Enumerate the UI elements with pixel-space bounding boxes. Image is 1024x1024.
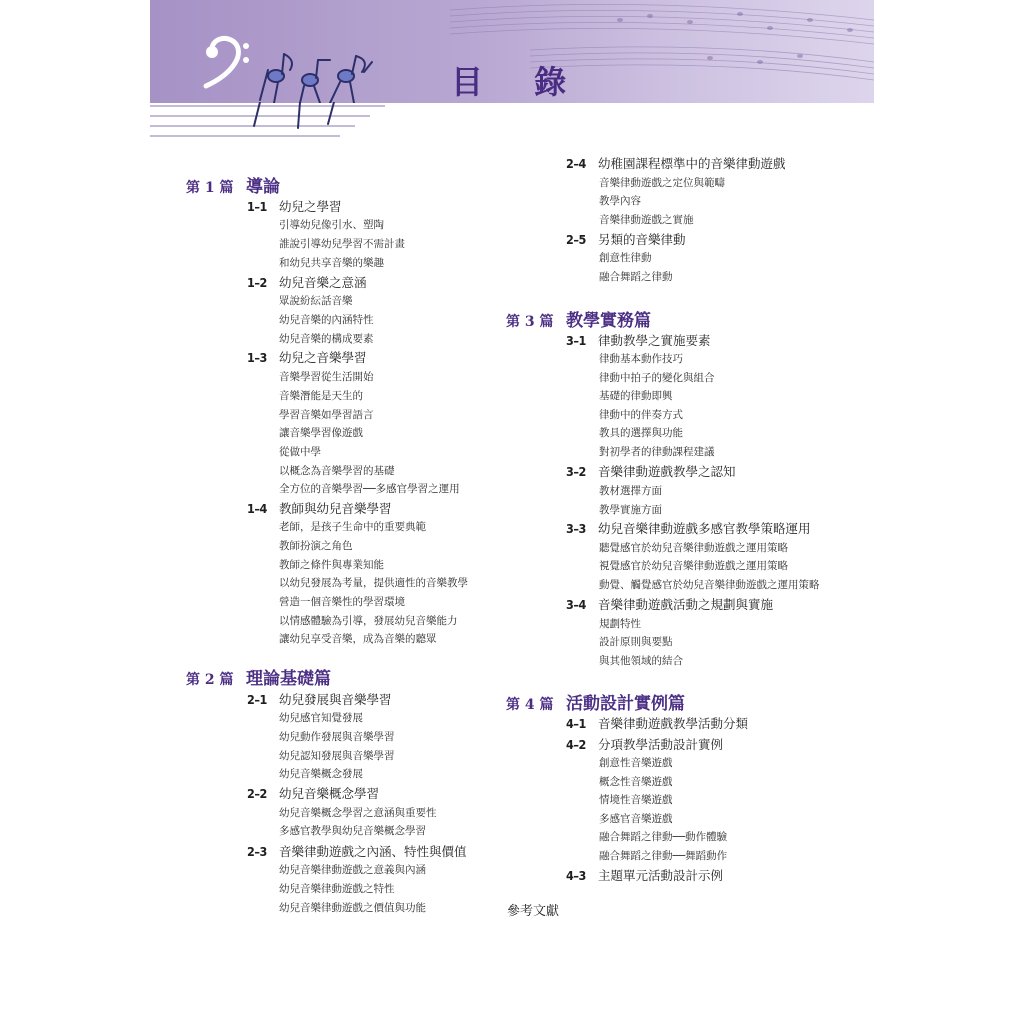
part-number: 第 3 篇 [506, 314, 554, 330]
section-entry[interactable]: 音樂律動遊戲之定位與範疇 [599, 177, 725, 189]
chapter-title: 幼兒音樂概念學習 [279, 786, 380, 801]
chapter-number: 2–1 [247, 692, 267, 707]
section-entry[interactable]: 音樂學習從生活開始 [279, 371, 374, 383]
chapter-number: 4–1 [566, 716, 586, 731]
chapter-title: 幼兒音樂之意涵 [279, 275, 367, 290]
section-entry[interactable]: 引導幼兒像引水、塑陶 [279, 219, 384, 231]
part-heading[interactable] [186, 664, 331, 689]
chapter-number: 3–2 [566, 464, 586, 479]
chapter-entry[interactable] [566, 230, 686, 248]
chapter-title: 音樂律動遊戲活動之規劃與實施 [598, 597, 774, 612]
chapter-entry[interactable] [566, 462, 736, 480]
section-entry[interactable]: 多感官教學與幼兒音樂概念學習 [279, 825, 426, 837]
section-entry[interactable]: 以概念為音樂學習的基礎 [279, 465, 395, 477]
section-entry[interactable]: 基礎的律動即興 [599, 390, 673, 402]
section-entry[interactable]: 動覺、觸覺感官於幼兒音樂律動遊戲之運用策略 [599, 579, 820, 591]
chapter-title: 音樂律動遊戲教學之認知 [598, 464, 736, 479]
section-entry[interactable]: 教材選擇方面 [599, 485, 662, 497]
chapter-number: 2–3 [247, 844, 267, 859]
staff-lines [150, 102, 390, 150]
section-entry[interactable]: 教師扮演之角色 [279, 540, 353, 552]
part-title: 活動設計實例篇 [566, 694, 685, 714]
section-entry[interactable]: 多感官音樂遊戲 [599, 813, 673, 825]
section-entry[interactable]: 幼兒動作發展與音樂學習 [279, 731, 395, 743]
section-entry[interactable]: 全方位的音樂學習──多感官學習之運用 [279, 483, 460, 495]
chapter-title: 幼兒音樂律動遊戲多感官教學策略運用 [598, 521, 811, 536]
chapter-title: 音樂律動遊戲之內涵、特性與價值 [279, 844, 467, 859]
section-entry[interactable]: 音樂律動遊戲之實施 [599, 214, 694, 226]
chapter-title: 音樂律動遊戲教學活動分類 [598, 716, 749, 731]
section-entry[interactable]: 律動中拍子的變化與組合 [599, 372, 715, 384]
section-entry[interactable]: 情境性音樂遊戲 [599, 794, 673, 806]
section-entry[interactable]: 從做中學 [279, 446, 321, 458]
section-entry[interactable]: 律動基本動作技巧 [599, 353, 683, 365]
chapter-entry[interactable] [566, 331, 711, 349]
part-heading[interactable] [506, 689, 685, 714]
chapter-title: 幼稚園課程標準中的音樂律動遊戲 [598, 156, 786, 171]
section-entry[interactable]: 幼兒音樂律動遊戲之價值與功能 [279, 902, 426, 914]
section-entry[interactable]: 融合舞蹈之律動 [599, 271, 673, 283]
chapter-entry[interactable] [566, 595, 773, 613]
section-entry[interactable]: 融合舞蹈之律動──動作體驗 [599, 831, 728, 843]
part-heading[interactable] [186, 172, 280, 197]
chapter-title: 教師與幼兒音樂學習 [279, 501, 392, 516]
references-entry[interactable]: 參考文獻 [507, 904, 560, 919]
section-entry[interactable]: 讓幼兒享受音樂，成為音樂的聽眾 [279, 633, 437, 645]
chapter-entry[interactable] [247, 499, 392, 517]
part-number: 第 1 篇 [186, 180, 234, 196]
part-number: 第 2 篇 [186, 672, 234, 688]
chapter-number: 1–3 [247, 350, 267, 365]
chapter-number: 4–2 [566, 737, 586, 752]
part-title: 導論 [246, 177, 280, 197]
section-entry[interactable]: 概念性音樂遊戲 [599, 776, 673, 788]
chapter-entry[interactable] [566, 714, 748, 732]
section-entry[interactable]: 創意性律動 [599, 252, 652, 264]
section-entry[interactable]: 創意性音樂遊戲 [599, 757, 673, 769]
chapter-title: 幼兒之學習 [279, 199, 342, 214]
chapter-entry[interactable] [247, 784, 379, 802]
dancing-notes-icon [260, 54, 372, 103]
page-title: 目 錄 [451, 63, 587, 101]
chapter-number: 2–4 [566, 156, 586, 171]
chapter-number: 1–2 [247, 275, 267, 290]
chapter-number: 2–5 [566, 232, 586, 247]
section-entry[interactable]: 幼兒音樂律動遊戲之意義與內涵 [279, 864, 426, 876]
chapter-title: 律動教學之實施要素 [598, 333, 711, 348]
section-entry[interactable]: 教師之條件與專業知能 [279, 559, 384, 571]
section-entry[interactable]: 以情感體驗為引導，發展幼兒音樂能力 [279, 615, 458, 627]
section-entry[interactable]: 幼兒音樂概念發展 [279, 768, 363, 780]
section-entry[interactable]: 幼兒音樂律動遊戲之特性 [279, 883, 395, 895]
section-entry[interactable]: 音樂潛能是天生的 [279, 390, 363, 402]
section-entry[interactable]: 聽覺感官於幼兒音樂律動遊戲之運用策略 [599, 542, 788, 554]
chapter-entry[interactable] [566, 735, 723, 753]
section-entry[interactable]: 老師，是孩子生命中的重要典範 [279, 521, 426, 533]
chapter-entry[interactable] [566, 154, 786, 172]
section-entry[interactable]: 視覺感官於幼兒音樂律動遊戲之運用策略 [599, 560, 788, 572]
section-entry[interactable]: 教學內容 [599, 195, 641, 207]
chapter-number: 1–4 [247, 501, 267, 516]
chapter-entry[interactable] [247, 842, 467, 860]
section-entry[interactable]: 幼兒感官知覺發展 [279, 712, 363, 724]
section-entry[interactable]: 設計原則與要點 [599, 636, 673, 648]
chapter-title: 幼兒之音樂學習 [279, 350, 367, 365]
section-entry[interactable]: 幼兒認知發展與音樂學習 [279, 750, 395, 762]
chapter-entry[interactable] [247, 348, 367, 366]
chapter-number: 3–3 [566, 521, 586, 536]
section-entry[interactable]: 以幼兒發展為考量，提供適性的音樂教學 [279, 577, 468, 589]
section-entry[interactable]: 和幼兒共享音樂的樂趣 [279, 257, 384, 269]
section-entry[interactable]: 營造一個音樂性的學習環境 [279, 596, 405, 608]
chapter-entry[interactable] [247, 273, 367, 291]
section-entry[interactable]: 教具的選擇與功能 [599, 427, 683, 439]
section-entry[interactable]: 規劃特性 [599, 618, 641, 630]
chapter-number: 4–3 [566, 868, 586, 883]
section-entry[interactable]: 律動中的伴奏方式 [599, 409, 683, 421]
part-number: 第 4 篇 [506, 697, 554, 713]
section-entry[interactable]: 眾說紛紜話音樂 [279, 295, 353, 307]
section-entry[interactable]: 幼兒音樂的構成要素 [279, 333, 374, 345]
section-entry[interactable]: 幼兒音樂的內涵特性 [279, 314, 374, 326]
chapter-number: 1–1 [247, 199, 267, 214]
chapter-title: 分項教學活動設計實例 [598, 737, 724, 752]
section-entry[interactable]: 幼兒音樂概念學習之意涵與重要性 [279, 807, 437, 819]
chapter-title: 主題單元活動設計示例 [598, 868, 724, 883]
part-title: 教學實務篇 [566, 311, 651, 331]
chapter-entry[interactable] [566, 866, 723, 884]
section-entry[interactable]: 學習音樂如學習語言 [279, 409, 374, 421]
chapter-number: 3–1 [566, 333, 586, 348]
chapter-entry[interactable] [247, 197, 342, 215]
section-entry[interactable]: 教學實施方面 [599, 504, 662, 516]
section-entry[interactable]: 對初學者的律動課程建議 [599, 446, 715, 458]
chapter-title: 幼兒發展與音樂學習 [279, 692, 392, 707]
chapter-entry[interactable] [566, 519, 811, 537]
chapter-number: 3–4 [566, 597, 586, 612]
chapter-number: 2–2 [247, 786, 267, 801]
chapter-title: 另類的音樂律動 [598, 232, 686, 247]
section-entry[interactable]: 誰說引導幼兒學習不需計畫 [279, 238, 405, 250]
section-entry[interactable]: 融合舞蹈之律動──舞蹈動作 [599, 850, 728, 862]
chapter-entry[interactable] [247, 690, 392, 708]
section-entry[interactable]: 與其他領域的結合 [599, 655, 683, 667]
section-entry[interactable]: 讓音樂學習像遊戲 [279, 427, 363, 439]
part-title: 理論基礎篇 [246, 669, 331, 689]
part-heading[interactable] [506, 306, 651, 331]
bass-clef-icon [206, 38, 249, 86]
